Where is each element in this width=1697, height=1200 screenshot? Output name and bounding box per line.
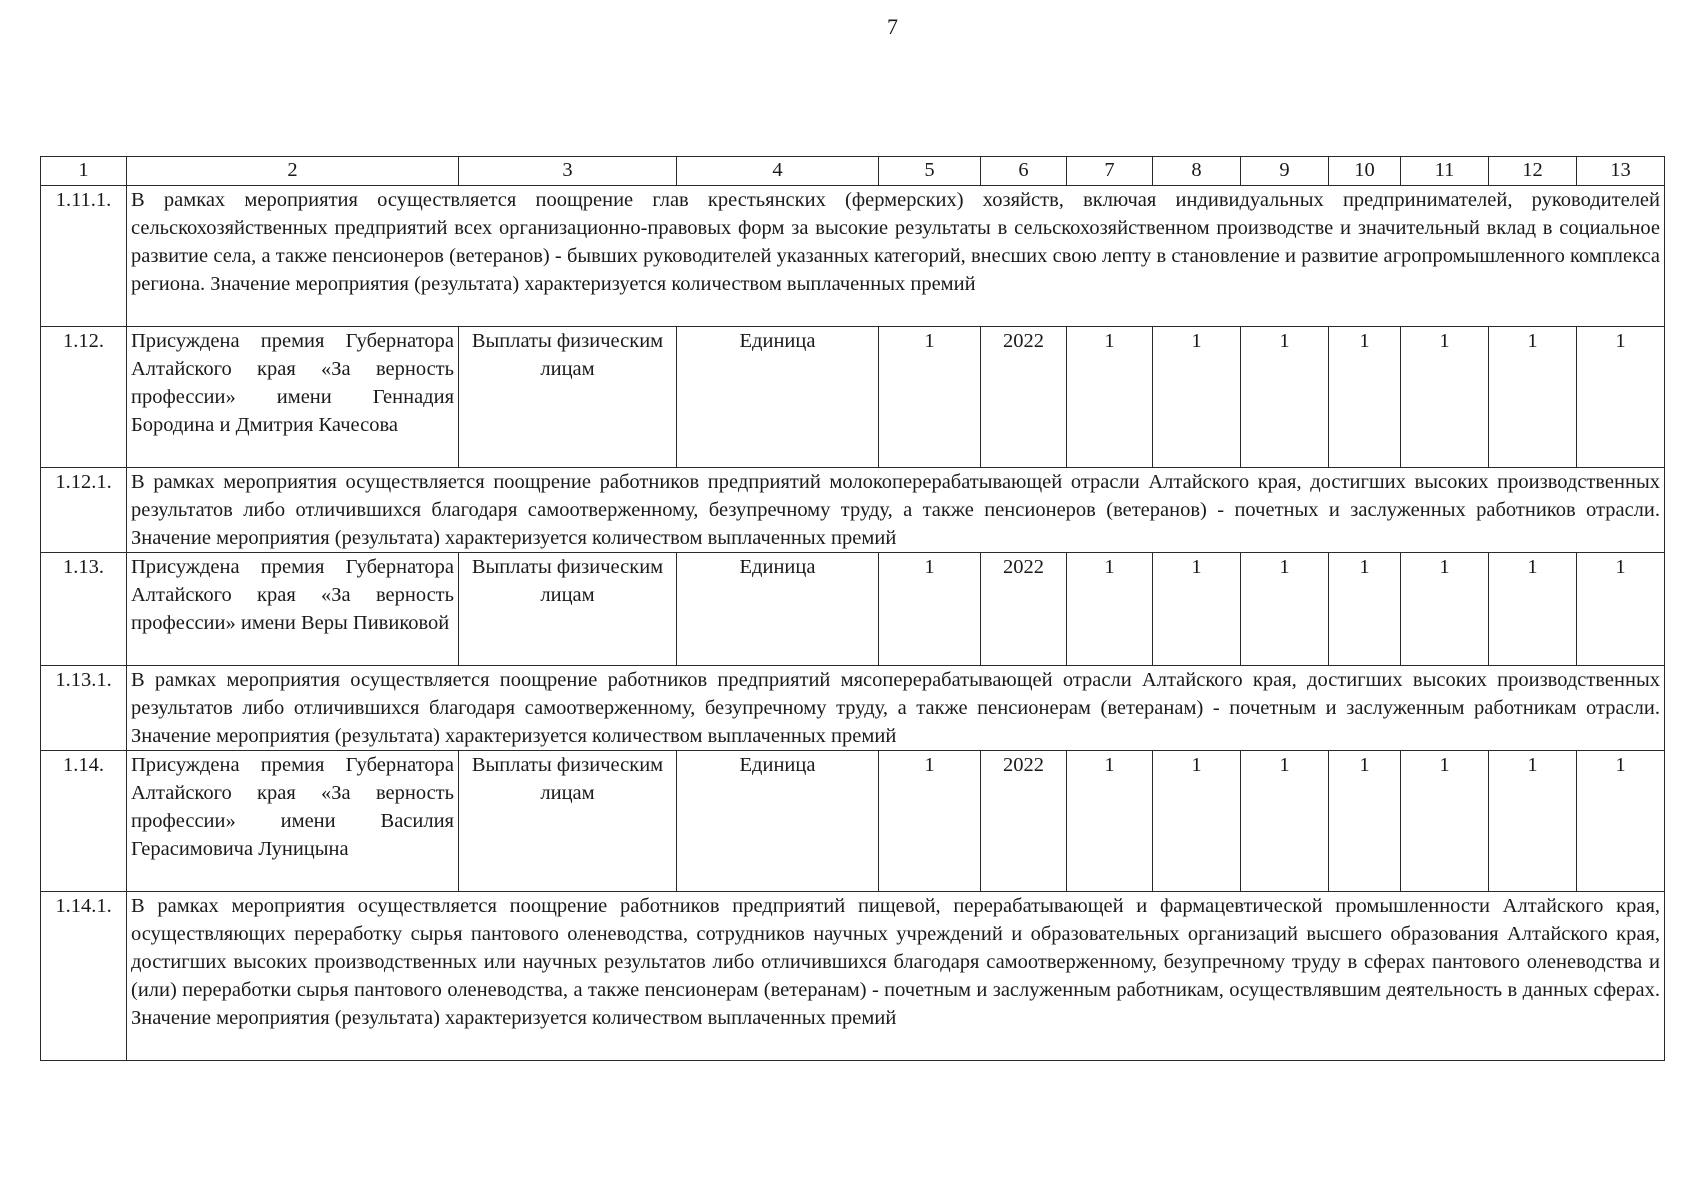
row-number: 1.11.1. xyxy=(41,186,127,327)
indicator-base-value: 1 xyxy=(879,553,981,666)
column-header: 3 xyxy=(459,157,677,186)
table-body xyxy=(41,157,1665,1061)
column-header: 11 xyxy=(1401,157,1489,186)
description-row xyxy=(41,892,1665,1061)
indicator-year-value: 1 xyxy=(1329,553,1401,666)
indicator-type: Выплаты физическим лицам xyxy=(459,751,677,892)
page-number: 7 xyxy=(887,14,898,39)
indicators-table xyxy=(40,156,1665,1061)
row-number: 1.13.1. xyxy=(41,666,127,751)
indicator-base-year: 2022 xyxy=(981,327,1067,468)
column-header: 5 xyxy=(879,157,981,186)
indicator-year-value: 1 xyxy=(1489,553,1577,666)
column-header: 10 xyxy=(1329,157,1401,186)
indicator-row xyxy=(41,327,1665,468)
indicator-year-value: 1 xyxy=(1401,751,1489,892)
row-description: В рамках мероприятия осуществляется поощрение работников предприятий мясоперерабатывающей отрасли Алтайского края, достигших высоких производственных результатов либо отличившихся благодаря самоотверженному, безупречному труду, а также пенсионерам (ветеранам) - почетным и заслуженным работникам отрасли. Значение мероприятия (результата) характеризуется количеством выплаченных премий xyxy=(127,666,1665,751)
indicator-year-value: 1 xyxy=(1577,553,1665,666)
row-description: В рамках мероприятия осуществляется поощрение работников предприятий молокоперерабатывающей отрасли Алтайского края, достигших высоких производственных результатов либо отличившихся благодаря самоотверженному, безупречному труду, а также пенсионеров (ветеранов) - почетных и заслуженных работников отрасли. Значение мероприятия (результата) характеризуется количеством выплаченных премий xyxy=(127,468,1665,553)
indicator-year-value: 1 xyxy=(1577,751,1665,892)
row-number: 1.12.1. xyxy=(41,468,127,553)
indicator-row xyxy=(41,751,1665,892)
indicator-unit: Единица xyxy=(677,553,879,666)
row-number: 1.12. xyxy=(41,327,127,468)
indicator-base-value: 1 xyxy=(879,751,981,892)
indicator-year-value: 1 xyxy=(1489,327,1577,468)
indicator-year-value: 1 xyxy=(1489,751,1577,892)
column-header: 1 xyxy=(41,157,127,186)
column-header: 4 xyxy=(677,157,879,186)
description-row xyxy=(41,186,1665,327)
description-row xyxy=(41,666,1665,751)
column-header: 9 xyxy=(1241,157,1329,186)
column-header: 2 xyxy=(127,157,459,186)
indicator-name: Присуждена премия Губернатора Алтайского края «За верность профессии» имени Геннадия Бородина и Дмитрия Качесова xyxy=(127,327,459,468)
column-header: 13 xyxy=(1577,157,1665,186)
indicator-year-value: 1 xyxy=(1401,553,1489,666)
indicator-base-year: 2022 xyxy=(981,553,1067,666)
indicator-base-value: 1 xyxy=(879,327,981,468)
indicator-year-value: 1 xyxy=(1577,327,1665,468)
indicator-name: Присуждена премия Губернатора Алтайского края «За верность профессии» имени Василия Герасимовича Луницына xyxy=(127,751,459,892)
indicator-base-year: 2022 xyxy=(981,751,1067,892)
indicator-year-value: 1 xyxy=(1241,751,1329,892)
column-header: 12 xyxy=(1489,157,1577,186)
indicator-unit: Единица xyxy=(677,751,879,892)
indicator-year-value: 1 xyxy=(1067,327,1153,468)
indicator-year-value: 1 xyxy=(1153,553,1241,666)
row-number: 1.13. xyxy=(41,553,127,666)
column-header: 7 xyxy=(1067,157,1153,186)
row-description: В рамках мероприятия осуществляется поощрение глав крестьянских (фермерских) хозяйств, включая индивидуальных предпринимателей, руководителей сельскохозяйственных предприятий всех организационно-правовых форм за высокие результаты в сельскохозяйственном производстве и значительный вклад в социальное развитие села, а также пенсионеров (ветеранов) - бывших руководителей указанных категорий, внесших свою лепту в становление и развитие агропромышленного комплекса региона. Значение мероприятия (результата) характеризуется количеством выплаченных премий xyxy=(127,186,1665,327)
indicator-type: Выплаты физическим лицам xyxy=(459,553,677,666)
row-number: 1.14. xyxy=(41,751,127,892)
indicator-year-value: 1 xyxy=(1153,327,1241,468)
indicator-row xyxy=(41,553,1665,666)
indicator-year-value: 1 xyxy=(1241,327,1329,468)
indicator-unit: Единица xyxy=(677,327,879,468)
indicator-year-value: 1 xyxy=(1153,751,1241,892)
indicator-year-value: 1 xyxy=(1401,327,1489,468)
indicator-name: Присуждена премия Губернатора Алтайского края «За верность профессии» имени Веры Пивиковой xyxy=(127,553,459,666)
column-header: 6 xyxy=(981,157,1067,186)
indicator-year-value: 1 xyxy=(1241,553,1329,666)
description-row xyxy=(41,468,1665,553)
row-description: В рамках мероприятия осуществляется поощрение работников предприятий пищевой, перерабатывающей и фармацевтической промышленности Алтайского края, осуществляющих переработку сырья пантового оленеводства, сотрудников научных учреждений и образовательных организаций высшего образования Алтайского края, достигших высоких производственных или научных результатов либо отличившихся благодаря самоотверженному, безупречному труду в сферах пантового оленеводства и (или) переработки сырья пантового оленеводства, а также пенсионерам (ветеранам) - почетным и заслуженным работникам, осуществлявшим деятельность в данных сферах. Значение мероприятия (результата) характеризуется количеством выплаченных премий xyxy=(127,892,1665,1061)
indicator-year-value: 1 xyxy=(1067,553,1153,666)
indicator-year-value: 1 xyxy=(1067,751,1153,892)
row-number: 1.14.1. xyxy=(41,892,127,1061)
indicator-type: Выплаты физическим лицам xyxy=(459,327,677,468)
indicator-year-value: 1 xyxy=(1329,327,1401,468)
column-number-row xyxy=(41,157,1665,186)
column-header: 8 xyxy=(1153,157,1241,186)
indicator-year-value: 1 xyxy=(1329,751,1401,892)
